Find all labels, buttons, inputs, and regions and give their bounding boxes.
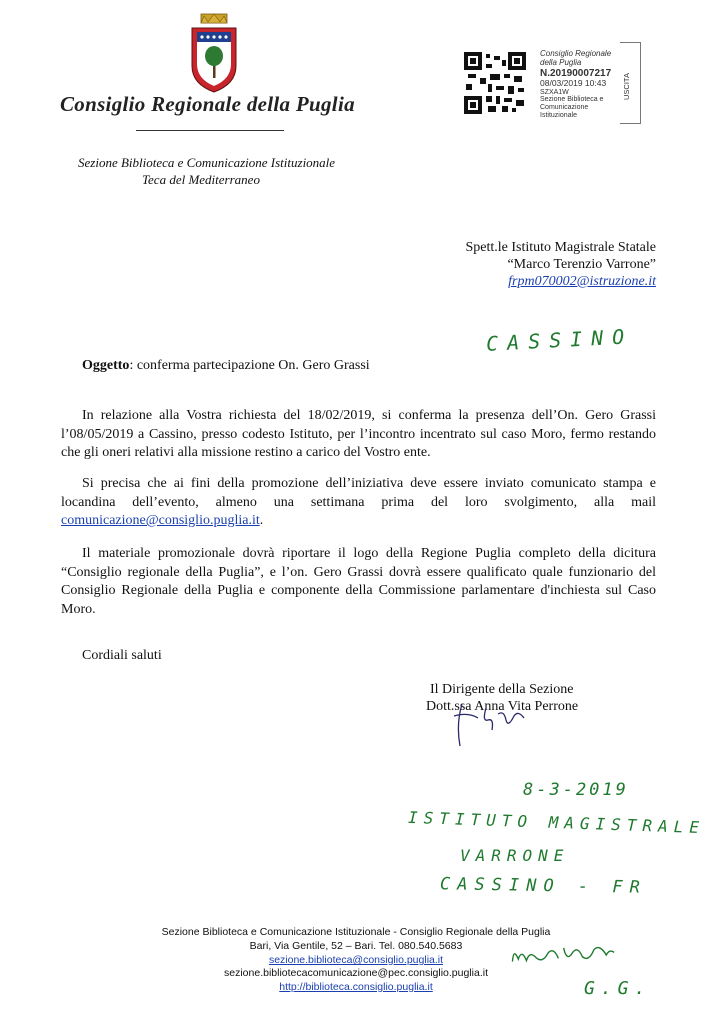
handwritten-date: 8-3-2019 [523, 780, 629, 800]
stamp-number: N.20190007217 [540, 67, 612, 79]
handwritten-city: CASSINO - FR [439, 874, 647, 898]
p2-end: . [259, 513, 264, 528]
footer-address: Bari, Via Gentile, 52 – Bari. Tel. 080.540.5683 [249, 940, 463, 952]
handwritten-varrone: VARRONE [460, 846, 570, 865]
footer-email-link[interactable]: sezione.biblioteca@consiglio.puglia.it [268, 954, 444, 966]
stamp-unit-2: Comunicazione Istituzionale [540, 104, 589, 120]
signatory-title: Il Dirigente della Sezione [430, 682, 574, 697]
recipient-line-2: “Marco Terenzio Varrone” [507, 257, 656, 272]
footer-line-1: Sezione Biblioteca e Comunicazione Istituzionale - Consiglio Regionale della Puglia [161, 926, 551, 938]
handwritten-cassino: CASSINO [485, 324, 634, 356]
subject-text: : conferma partecipazione On. Gero Grassi [129, 358, 370, 373]
signatory-name: Dott.ssa Anna Vita Perrone [426, 699, 579, 714]
subject-label: Oggetto [82, 358, 130, 373]
stamp-datetime: 08/03/2019 10:43 [540, 78, 607, 89]
stamp-unit-1: Sezione Biblioteca e [540, 96, 604, 104]
protocol-stamp-text [540, 50, 626, 120]
recipient-email-link[interactable]: frpm070002@istruzione.it [508, 274, 656, 289]
section-name: Sezione Biblioteca e Comunicazione Istituzionale [78, 155, 336, 170]
stamp-line-2: della Puglia [540, 57, 582, 67]
stamp-line-1: Consiglio Regionale [540, 49, 612, 58]
handwritten-institute: ISTITUTO MAGISTRALE [407, 807, 706, 838]
footer-website-link[interactable]: http://biblioteca.consiglio.puglia.it [279, 981, 433, 993]
regional-crest-logo [188, 12, 240, 94]
handwritten-signature [448, 694, 538, 752]
body-paragraph-1: In relazione alla Vostra richiesta del 18/02/2019, si conferma la presenza dell’On. Gero Grassi l’08/05/2019 a Cassino, presso codesto Istituto, per l’incontro incentrato sul caso Moro, fermo restando che gli oneri relativi alla missione restino a carico del Vostro ente. [61, 408, 656, 460]
stamp-direction: USCITA [622, 73, 631, 100]
footer-pec-email: sezione.bibliotecacomunicazione@pec.consiglio.puglia.it [224, 967, 488, 979]
closing-greeting: Cordiali saluti [82, 648, 162, 663]
subject-line [82, 358, 370, 374]
communication-email-link[interactable]: comunicazione@consiglio.puglia.it [61, 513, 260, 528]
header-divider [136, 130, 284, 131]
recipient-line-1: Spett.le Istituto Magistrale Statale [465, 240, 656, 255]
teca-name: Teca del Mediterraneo [142, 172, 260, 187]
body-paragraph-2 [61, 475, 656, 531]
handwritten-initials: G.G. [584, 978, 652, 999]
stamp-code: SZXA1W [540, 88, 569, 96]
qr-code-icon [464, 52, 526, 114]
body-paragraph-3: Il materiale promozionale dovrà riportare il logo della Regione Puglia completo della dicitura “Consiglio regionale della Puglia”, e l’on. Gero Grassi dovrà essere qualificato quale funzionario del Consiglio Regionale della Puglia e componente della Commissione parlamentare d'inchiesta sul Caso Moro. [61, 546, 656, 617]
org-name-logo-text: Consiglio Regionale della Puglia [60, 92, 355, 116]
p2-text: Si precisa che ai fini della promozione dell’iniziativa deve essere inviato comunicato stampa e locandina dell’evento, almeno una settimana prima del loro svolgimento, alla mail [61, 476, 656, 510]
